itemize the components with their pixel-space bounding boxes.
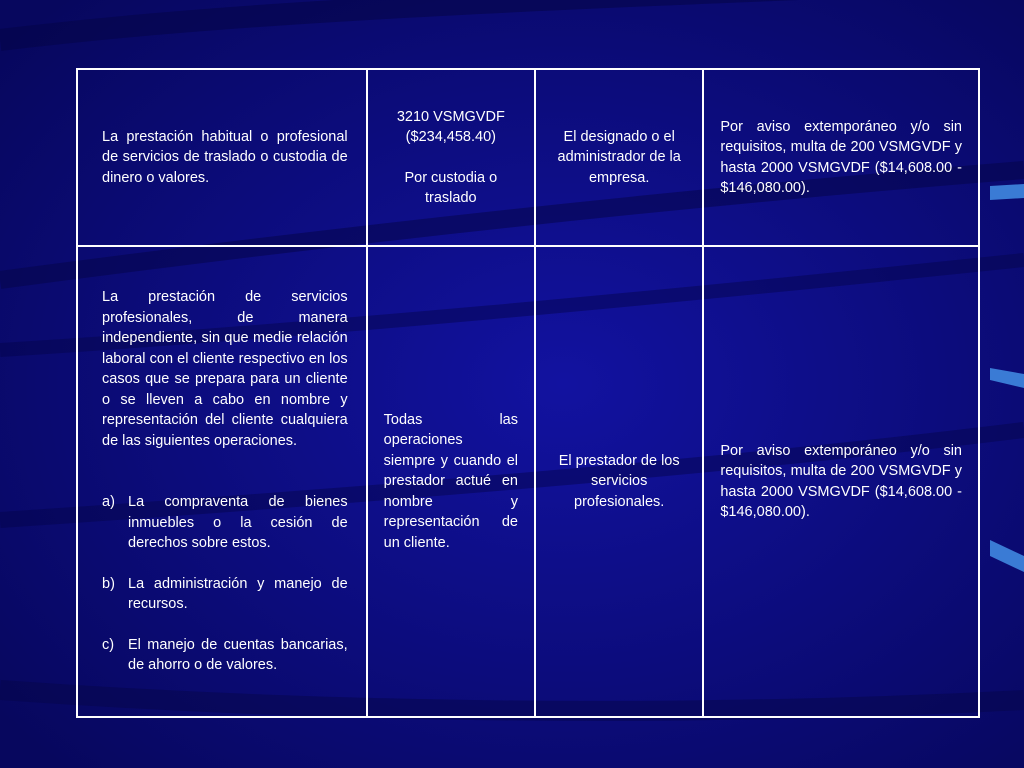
activity-cell: [77, 246, 367, 717]
responsible-text: El designado o el administrador de la empresa.: [557, 128, 681, 186]
table-row: [77, 69, 979, 246]
list-item: [102, 492, 348, 554]
list-item: [102, 574, 348, 615]
penalty-cell: [703, 69, 979, 246]
penalty-cell: [703, 246, 979, 717]
list-item-text: El manejo de cuentas bancarias, de ahorro o de valores.: [128, 636, 348, 674]
right-edge-accent-1: [990, 184, 1024, 200]
list-marker: c): [102, 636, 115, 653]
activity-text: La prestación habitual o profesional de servicios de traslado o custodia de dinero o valores.: [102, 128, 348, 186]
penalty-text: Por aviso extemporáneo y/o sin requisitos, multa de 200 VSMGVDF y hasta 2000 VSMGVDF ($14,608.00 - $146,080.00).: [720, 118, 962, 196]
obligations-table: [76, 68, 980, 718]
list-marker: b): [102, 575, 115, 592]
penalty-text: Por aviso extemporáneo y/o sin requisitos, multa de 200 VSMGVDF y hasta 2000 VSMGVDF ($14,608.00 - $146,080.00).: [720, 442, 962, 520]
list-item-text: La compraventa de bienes inmuebles o la cesión de derechos sobre estos.: [128, 494, 348, 552]
responsible-cell: [535, 69, 703, 246]
threshold-value: ($234,458.40): [405, 129, 496, 145]
responsible-cell: [535, 246, 703, 717]
activity-cell: [77, 69, 367, 246]
table-row: [77, 246, 979, 717]
list-item-text: La administración y manejo de recursos.: [128, 575, 348, 613]
threshold-note: Por custodia o traslado: [404, 169, 498, 206]
threshold-amount: 3210 VSMGVDF: [396, 108, 505, 125]
responsible-text: El prestador de los servicios profesionales.: [558, 452, 680, 510]
activity-text: La prestación de servicios profesionales, de manera independiente, sin que medie relación laboral con el cliente respectivo en los casos que se prepara para un cliente o se lleven a cabo en nombre y representación del cliente cualquiera de las siguientes operaciones.: [102, 289, 348, 449]
threshold-cell: [367, 69, 535, 246]
operations-list: [102, 492, 348, 676]
threshold-text: Todas las operaciones siempre y cuando el prestador actué en nombre y representación de un cliente.: [383, 411, 518, 551]
list-marker: a): [102, 494, 115, 511]
threshold-cell: [367, 246, 535, 717]
list-item: [102, 635, 348, 676]
